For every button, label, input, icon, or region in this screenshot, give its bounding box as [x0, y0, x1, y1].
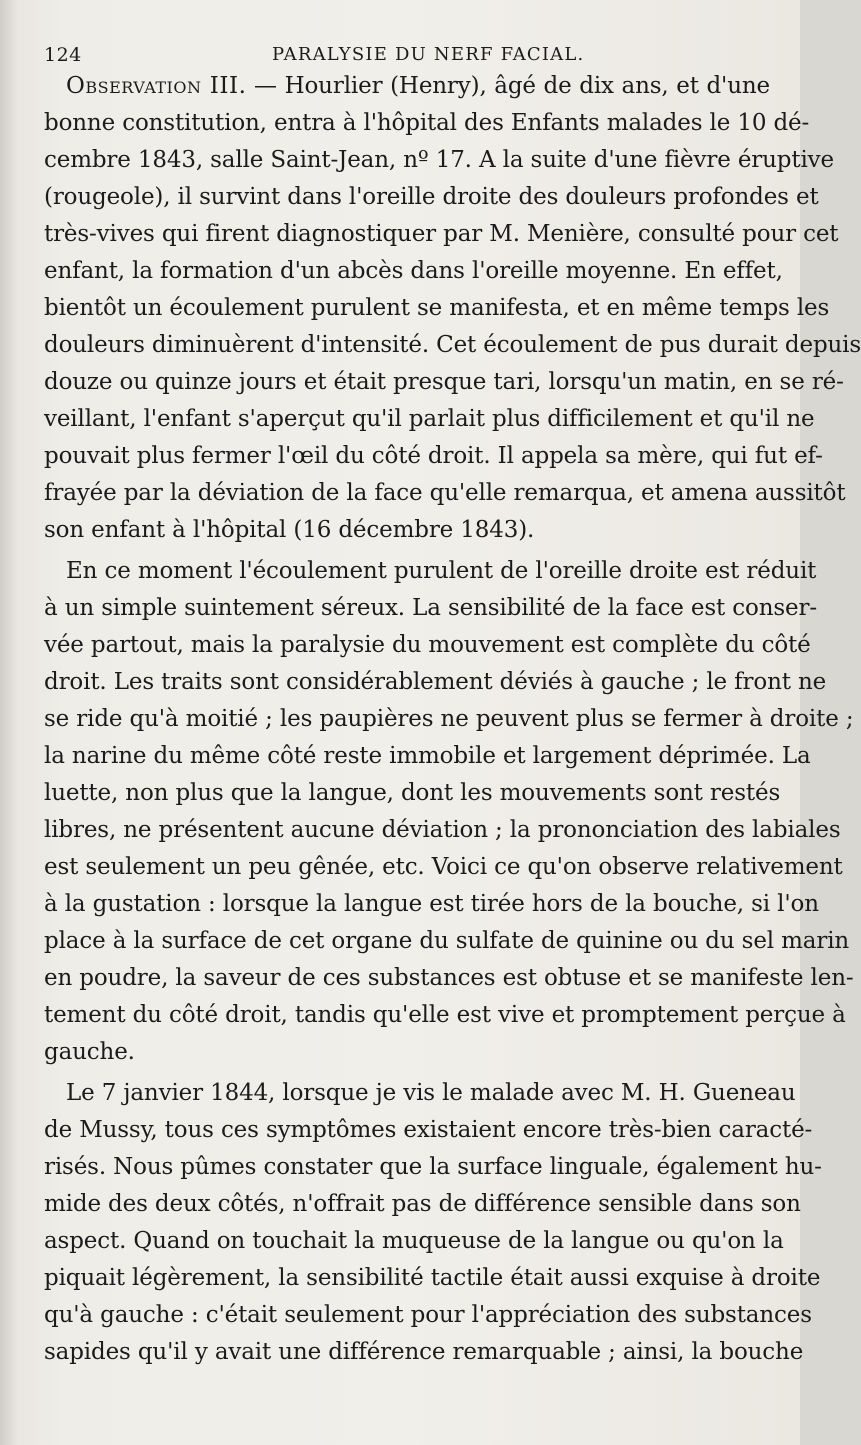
text-line: (rougeole), il survint dans l'oreille droite des douleurs profondes et — [44, 184, 819, 210]
text-line: risés. Nous pûmes constater que la surface linguale, également hu- — [44, 1154, 822, 1180]
page-gutter-shadow — [0, 0, 18, 1445]
text-line: la narine du même côté reste immobile et largement déprimée. La — [44, 743, 811, 769]
paragraph-follow-up — [44, 1075, 822, 1371]
text-line: douze ou quinze jours et était presque tari, lorsqu'un matin, en se ré- — [44, 369, 844, 395]
text-line: bonne constitution, entra à l'hôpital des Enfants malades le 10 dé- — [44, 110, 810, 136]
body-text — [44, 68, 861, 1371]
text-line: Observation III. — Hourlier (Henry), âgé de dix ans, et d'une — [66, 73, 770, 99]
text-line: qu'à gauche : c'était seulement pour l'appréciation des substances — [44, 1302, 812, 1328]
text-line: enfant, la formation d'un abcès dans l'oreille moyenne. En effet, — [44, 258, 783, 284]
text-line: piquait légèrement, la sensibilité tactile était aussi exquise à droite — [44, 1265, 821, 1291]
text-line: Le 7 janvier 1844, lorsque je vis le malade avec M. H. Gueneau — [66, 1080, 796, 1106]
text-line: gauche. — [44, 1039, 135, 1065]
text-line: est seulement un peu gênée, etc. Voici ce qu'on observe relativement — [44, 854, 843, 880]
text-line: très-vives qui firent diagnostiquer par M. Menière, consulté pour cet — [44, 221, 839, 247]
text-line: bientôt un écoulement purulent se manifesta, et en même temps les — [44, 295, 830, 321]
text-line: luette, non plus que la langue, dont les mouvements sont restés — [44, 780, 781, 806]
text-line: droit. Les traits sont considérablement déviés à gauche ; le front ne — [44, 669, 827, 695]
text-line: en poudre, la saveur de ces substances est obtuse et se manifeste len- — [44, 965, 854, 991]
text-line: douleurs diminuèrent d'intensité. Cet écoulement de pus durait depuis — [44, 332, 861, 358]
text-line: aspect. Quand on touchait la muqueuse de la langue ou qu'on la — [44, 1228, 784, 1254]
text-line: de Mussy, tous ces symptômes existaient encore très-bien caracté- — [44, 1117, 813, 1143]
text-line: En ce moment l'écoulement purulent de l'oreille droite est réduit — [66, 558, 817, 584]
text-line: place à la surface de cet organe du sulfate de quinine ou du sel marin — [44, 928, 850, 954]
page-number: 124 — [44, 44, 82, 66]
text-line: veillant, l'enfant s'aperçut qu'il parlait plus difficilement et qu'il ne — [44, 406, 815, 432]
text-line: son enfant à l'hôpital (16 décembre 1843). — [44, 517, 535, 543]
text-line: à la gustation : lorsque la langue est tirée hors de la bouche, si l'on — [44, 891, 819, 917]
text-line: libres, ne présentent aucune déviation ; la prononciation des labiales — [44, 817, 841, 843]
running-head: PARALYSIE DU NERF FACIAL. — [272, 44, 585, 65]
paragraph-examination — [44, 553, 854, 1071]
text-line: vée partout, mais la paralysie du mouvement est complète du côté — [44, 632, 811, 658]
text-line: tement du côté droit, tandis qu'elle est vive et promptement perçue à — [44, 1002, 846, 1028]
text-line: se ride qu'à moitié ; les paupières ne peuvent plus se fermer à droite ; — [44, 706, 854, 732]
paragraph-observation — [44, 68, 861, 549]
text-line: cembre 1843, salle Saint-Jean, nº 17. A la suite d'une fièvre éruptive — [44, 147, 834, 173]
text-line: mide des deux côtés, n'offrait pas de différence sensible dans son — [44, 1191, 801, 1217]
page-header — [44, 28, 770, 68]
text-line: à un simple suintement séreux. La sensibilité de la face est conser- — [44, 595, 817, 621]
text-line: pouvait plus fermer l'œil du côté droit. Il appela sa mère, qui fut ef- — [44, 443, 823, 469]
text-line: frayée par la déviation de la face qu'elle remarqua, et amena aussitôt — [44, 480, 846, 506]
text-line: sapides qu'il y avait une différence remarquable ; ainsi, la bouche — [44, 1339, 804, 1365]
observation-heading: Observation III. — [66, 73, 247, 99]
